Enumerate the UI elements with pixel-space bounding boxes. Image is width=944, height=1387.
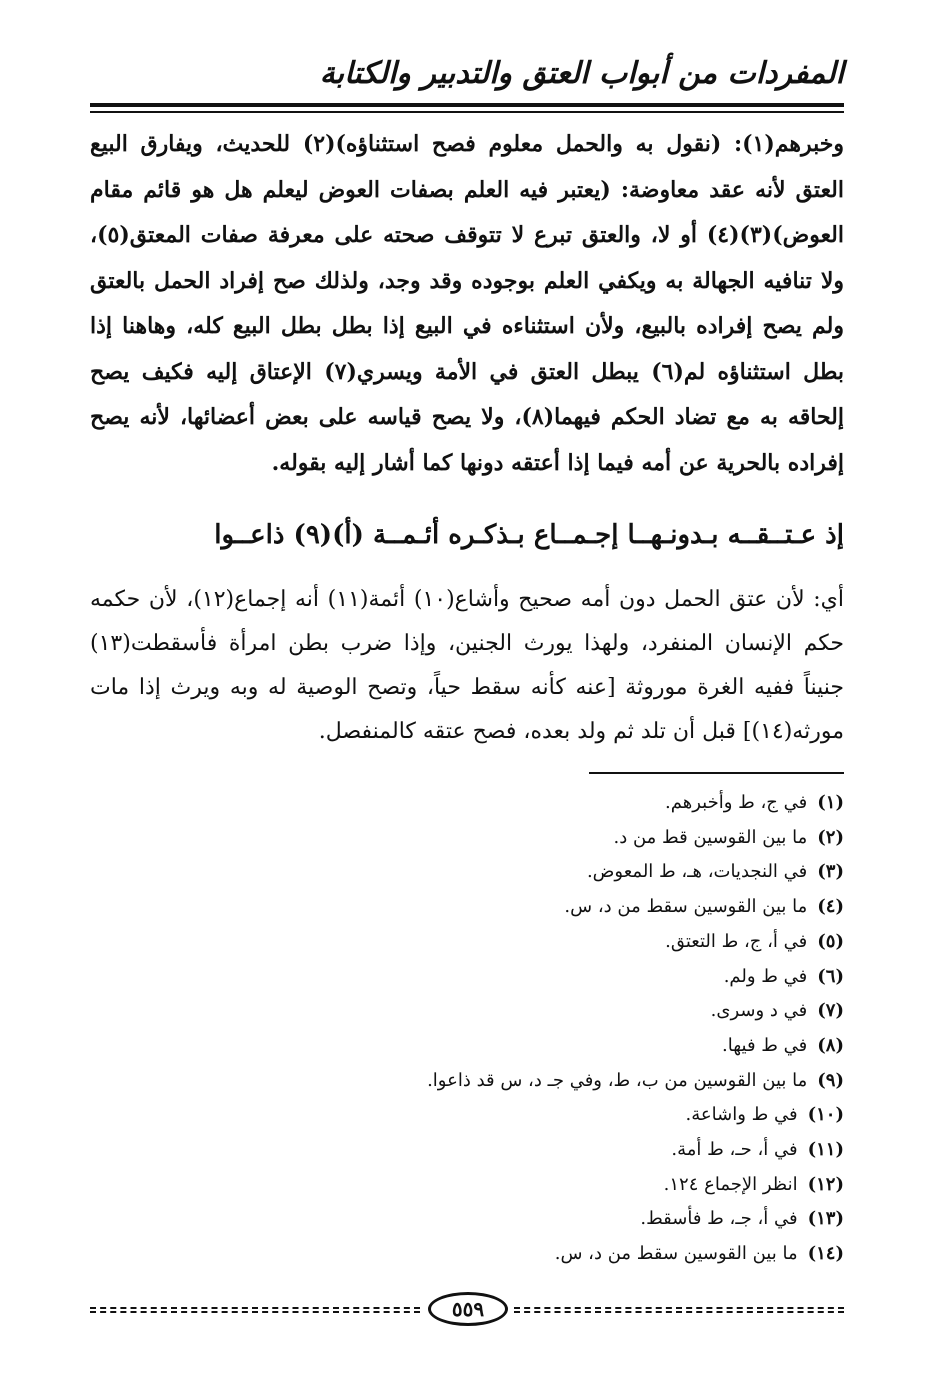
footnote-number: (٧) (817, 1000, 844, 1022)
footnote-number: (٤) (817, 896, 844, 918)
footnote-text: في د وسرى. (710, 1000, 808, 1022)
footnote-item (90, 960, 844, 995)
footnote-text: في أ، ج، ط التعتق. (665, 930, 808, 952)
commentary-paragraph (90, 578, 844, 754)
footnote-item (90, 1237, 844, 1272)
paragraph-1: وخبرهم(١): (نقول به والحمل معلوم فصح استثناؤه)(٢) للحديث، ويفارق البيع العتق لأنه عقد معاوضة: (يعتبر فيه العلم بصفات العوض ليعلم هل هو قائم مقام العوض)(٣)(٤) أو لا، والعتق تبرع لا تتوقف صحته على معرفة صفات المعتق(٥)، ولا تنافيه الجهالة به ويكفي العلم بوجوده وقد وجد، ولذلك صح إفراد الحمل بالعتق ولم يصح إفراده بالبيع، ولأن استثناءه في البيع إذا بطل بطل البيع كله، وهاهنا إذا بطل استثناؤه لم(٦) يبطل العتق في الأمة ويسري(٧) الإعتاق إليه فكيف يصح إلحاقه به مع تضاد الحكم فيهما(٨)، ولا يصح قياسه على بعض أعضائها، لأنه يصح إفراده بالحرية عن أمه فيما إذا أعتقه دونها كما أشار إليه بقوله. (90, 131, 845, 476)
footnote-text: في أ، جـ، ط فأسقط. (640, 1208, 798, 1230)
verse-line: إذ عـتــقــه بـدونـهــا إجـمــاع بـذكـره أئـمــة (أ)(٩) ذاعــوا (214, 520, 844, 550)
footnote-separator (589, 772, 844, 774)
footnote-number: (٨) (817, 1034, 844, 1056)
footnote-number: (٥) (817, 930, 844, 952)
page-footer (90, 1292, 844, 1328)
footnote-text: في ط ولم. (723, 965, 808, 987)
footer-dashed-rule-right (514, 1307, 844, 1313)
footnote-text: في ج، ط وأخبرهم. (665, 792, 808, 813)
main-paragraph (90, 122, 844, 486)
footnote-item (90, 925, 844, 960)
footnote-number: (٦) (817, 965, 844, 987)
footnote-number: (٩) (817, 1069, 844, 1091)
footnote-number: (١٢) (807, 1173, 844, 1195)
footnote-text: ما بين القوسين قط من د. (613, 826, 808, 848)
footnote-item (90, 1064, 844, 1099)
footnote-text: في النجديات، هـ، ط المعوض. (586, 861, 808, 883)
footer-dashed-rule-left (90, 1307, 420, 1313)
footnote-number: (١٠) (807, 1104, 844, 1126)
footnote-number: (٣) (817, 861, 844, 883)
footnote-item (90, 1202, 844, 1237)
footnote-text: انظر الإجماع ١٢٤. (663, 1173, 798, 1195)
footnote-item (90, 890, 844, 925)
footnote-item (90, 994, 844, 1029)
footnote-text: في ط واشاعة. (685, 1104, 798, 1126)
footnote-number: (١) (817, 792, 844, 813)
running-title: المفردات من أبواب العتق والتدبير والكتابة (319, 56, 844, 91)
footnote-item (90, 1029, 844, 1064)
footnotes-list (90, 786, 844, 1272)
footnote-item (90, 1133, 844, 1168)
footnote-item (90, 855, 844, 890)
footnote-item (90, 1098, 844, 1133)
footnote-item (90, 821, 844, 856)
footnote-text: ما بين القوسين من ب، ط، وفي جـ د، س قد ذاعوا. (427, 1069, 808, 1091)
paragraph-2: أي: لأن عتق الحمل دون أمه صحيح وأشاع(١٠) أئمة(١١) أنه إجماع(١٢)، لأن حكمه حكم الإنسان المنفرد، ولهذا يورث الجنين، وإذا ضرب بطن امرأة فأسقطت(١٣) جنيناً ففيه الغرة موروثة [عنه كأنه سقط حياً، وتصح الوصية له وبه ويرث إذا مات مورثه(١٤)] قبل أن تلد ثم ولد بعده، فصح عتقه كالمنفصل. (90, 587, 844, 744)
footnote-text: في ط فيها. (722, 1034, 808, 1056)
footnote-number: (١٤) (807, 1243, 844, 1265)
footnote-text: في أ، حـ، ط أمة. (671, 1139, 798, 1161)
footnote-text: ما بين القوسين سقط من د، س. (564, 896, 808, 918)
header-rule (90, 103, 844, 113)
footnote-number: (١٣) (807, 1208, 844, 1230)
footnote-text: ما بين القوسين سقط من د، س. (554, 1243, 798, 1265)
footnote-number: (١١) (807, 1139, 844, 1161)
page-number: ٥٥٩ (428, 1292, 508, 1326)
footnote-item (90, 1168, 844, 1203)
footnote-item (90, 786, 844, 821)
footnote-number: (٢) (817, 826, 844, 848)
